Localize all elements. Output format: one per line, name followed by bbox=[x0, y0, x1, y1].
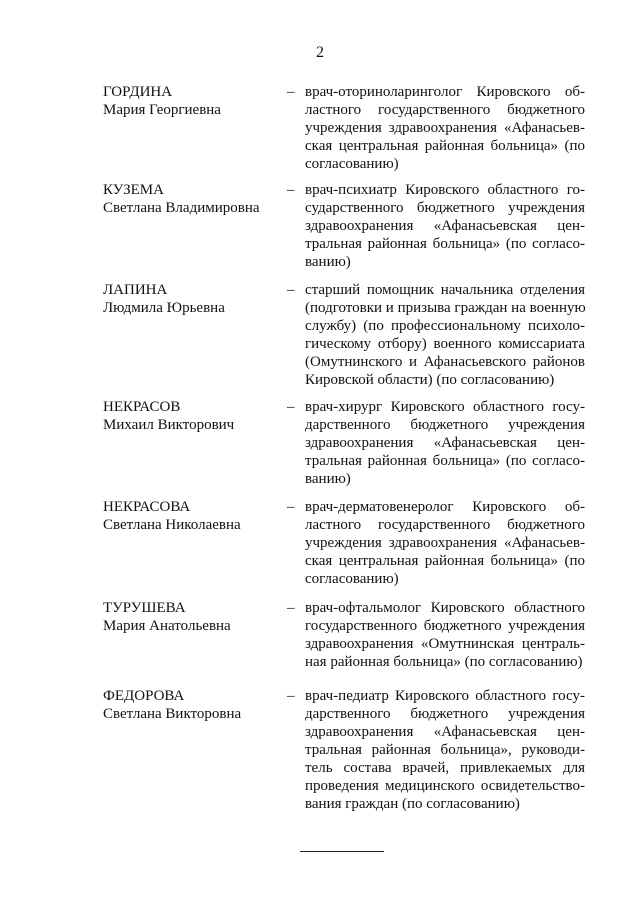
position-line: ванию) bbox=[305, 254, 351, 270]
position-line: дарственного бюджетного учреждения bbox=[305, 417, 585, 433]
member-surname: ЛАПИНА bbox=[103, 282, 168, 298]
member-given-names: Светлана Викторовна bbox=[103, 706, 242, 722]
position-line: учреждения здравоохранения «Афанасьев- bbox=[305, 535, 585, 551]
member-given-names: Светлана Николаевна bbox=[103, 517, 241, 533]
position-line: здравоохранения «Афанасьевская цен- bbox=[305, 724, 585, 740]
position-line: тральная районная больница», руководи- bbox=[305, 742, 585, 758]
position-line: ская центральная районная больница» (по bbox=[305, 553, 585, 569]
member-name bbox=[103, 181, 278, 217]
position-line: ластного государственного бюджетного bbox=[305, 102, 585, 118]
member-position bbox=[305, 83, 585, 173]
position-line: службу) (по профессиональному психоло- bbox=[305, 318, 585, 334]
position-line: учреждения здравоохранения «Афанасьев- bbox=[305, 120, 585, 136]
member-position bbox=[305, 599, 585, 671]
position-line: государственного бюджетного учреждения bbox=[305, 618, 585, 634]
member-surname: НЕКРАСОВ bbox=[103, 399, 181, 415]
member-name bbox=[103, 687, 278, 723]
member-position bbox=[305, 687, 585, 813]
position-line: врач-педиатр Кировского областного госу- bbox=[305, 688, 585, 704]
position-line: проведения медицинского освидетельство- bbox=[305, 778, 585, 794]
position-line: ванию) bbox=[305, 471, 351, 487]
position-line: старший помощник начальника отделения bbox=[305, 282, 585, 298]
entry-dash: – bbox=[287, 84, 295, 100]
entry-dash: – bbox=[287, 182, 295, 198]
member-surname: КУЗЕМА bbox=[103, 182, 164, 198]
position-line: согласованию) bbox=[305, 571, 399, 587]
member-given-names: Мария Анатольевна bbox=[103, 618, 231, 634]
position-line: врач-хирург Кировского областного госу- bbox=[305, 399, 585, 415]
position-line: дарственного бюджетного учреждения bbox=[305, 706, 585, 722]
position-line: тральная районная больница» (по согласо- bbox=[305, 236, 585, 252]
entry-dash: – bbox=[287, 282, 295, 298]
entry-dash: – bbox=[287, 499, 295, 515]
member-position bbox=[305, 181, 585, 271]
member-surname: ТУРУШЕВА bbox=[103, 600, 186, 616]
member-surname: ФЕДОРОВА bbox=[103, 688, 185, 704]
member-given-names: Светлана Владимировна bbox=[103, 200, 260, 216]
member-position bbox=[305, 398, 585, 488]
member-name bbox=[103, 398, 278, 434]
position-line: ская центральная районная больница» (по bbox=[305, 138, 585, 154]
entry-dash: – bbox=[287, 600, 295, 616]
member-surname: НЕКРАСОВА bbox=[103, 499, 191, 515]
member-given-names: Мария Георгиевна bbox=[103, 102, 221, 118]
position-line: сударственного бюджетного учреждения bbox=[305, 200, 585, 216]
member-name bbox=[103, 498, 278, 534]
member-position bbox=[305, 281, 585, 389]
position-line: врач-дерматовенеролог Кировского об- bbox=[305, 499, 585, 515]
entry-dash: – bbox=[287, 399, 295, 415]
position-line: врач-офтальмолог Кировского областного bbox=[305, 600, 585, 616]
position-line: здравоохранения «Афанасьевская цен- bbox=[305, 435, 585, 451]
position-line: (подготовки и призыва граждан на военную bbox=[305, 300, 586, 316]
position-line: здравоохранения «Афанасьевская цен- bbox=[305, 218, 585, 234]
position-line: врач-оториноларинголог Кировского об- bbox=[305, 84, 585, 100]
position-line: здравоохранения «Омутнинская централь- bbox=[305, 636, 585, 652]
page-number: 2 bbox=[316, 44, 324, 61]
member-given-names: Людмила Юрьевна bbox=[103, 300, 225, 316]
position-line: согласованию) bbox=[305, 156, 399, 172]
member-surname: ГОРДИНА bbox=[103, 84, 173, 100]
member-name bbox=[103, 281, 278, 317]
position-line: ластного государственного бюджетного bbox=[305, 517, 585, 533]
member-name bbox=[103, 83, 278, 119]
member-given-names: Михаил Викторович bbox=[103, 417, 235, 433]
position-line: гическому отбору) военного комиссариата bbox=[305, 336, 585, 352]
position-line: (Омутнинского и Афанасьевского районов bbox=[305, 354, 585, 370]
member-name bbox=[103, 599, 278, 635]
position-line: вания граждан (по согласованию) bbox=[305, 796, 520, 812]
position-line: ная районная больница» (по согласованию) bbox=[305, 654, 583, 670]
position-line: тель состава врачей, привлекаемых для bbox=[305, 760, 585, 776]
position-line: врач-психиатр Кировского областного го- bbox=[305, 182, 585, 198]
entry-dash: – bbox=[287, 688, 295, 704]
member-position bbox=[305, 498, 585, 588]
position-line: Кировской области) (по согласованию) bbox=[305, 372, 555, 388]
position-line: тральная районная больница» (по согласо- bbox=[305, 453, 585, 469]
closing-rule bbox=[300, 851, 384, 852]
